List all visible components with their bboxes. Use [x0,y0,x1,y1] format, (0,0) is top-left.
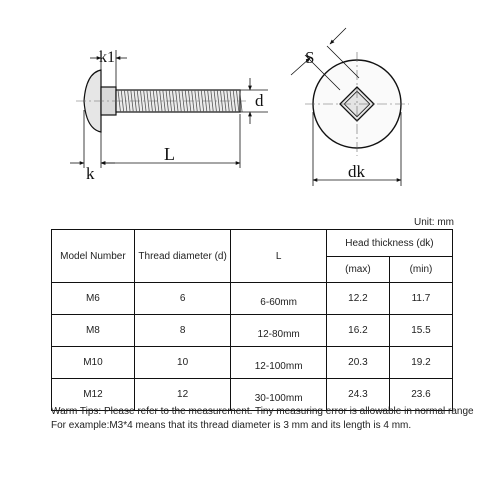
d-label: d [255,91,264,110]
table-row [52,283,453,315]
model-cell: M12 [52,379,135,411]
min-cell: 19.2 [389,347,452,379]
thread-cell: 10 [134,347,231,379]
thread-cell: 6 [134,283,231,315]
k1-label: k1 [99,49,115,66]
min-cell: 15.5 [389,315,452,347]
model-cell: M10 [52,347,135,379]
technical-drawing [0,0,500,215]
min-cell: 23.6 [389,379,452,411]
bolt-top-view [305,52,409,156]
length-cell: 30-100mm [231,379,326,411]
max-cell: 20.3 [326,347,389,379]
model-cell: M8 [52,315,135,347]
header-head-thickness: Head thickness (dk) [326,230,452,257]
thread-cell: 12 [134,379,231,411]
tips-line-1: Warm Tips: Please refer to the measurement. Tiny measuring error is allowable in normal range [51,406,474,417]
max-cell: 12.2 [326,283,389,315]
length-cell: 12-80mm [231,315,326,347]
S-label: S [305,48,315,67]
table-row [52,347,453,379]
spec-table [51,229,453,411]
tips-line-2: For example:M3*4 means that its thread diameter is 3 mm and its length is 4 mm. [51,420,412,431]
k-label: k [86,164,95,183]
header-thread: Thread diameter (d) [134,230,231,283]
min-cell: 11.7 [389,283,452,315]
model-cell: M6 [52,283,135,315]
table-row [52,315,453,347]
max-cell: 24.3 [326,379,389,411]
bolt-side-view [76,70,246,132]
length-cell: 12-100mm [231,347,326,379]
max-cell: 16.2 [326,315,389,347]
header-L: L [231,230,326,283]
header-max: (max) [326,257,389,283]
L-label: L [164,144,175,164]
header-model: Model Number [52,230,135,283]
length-cell: 6-60mm [231,283,326,315]
header-min: (min) [389,257,452,283]
warm-tips [51,405,474,433]
unit-note: Unit: mm [414,217,454,228]
dk-label: dk [348,162,365,181]
thread-cell: 8 [134,315,231,347]
